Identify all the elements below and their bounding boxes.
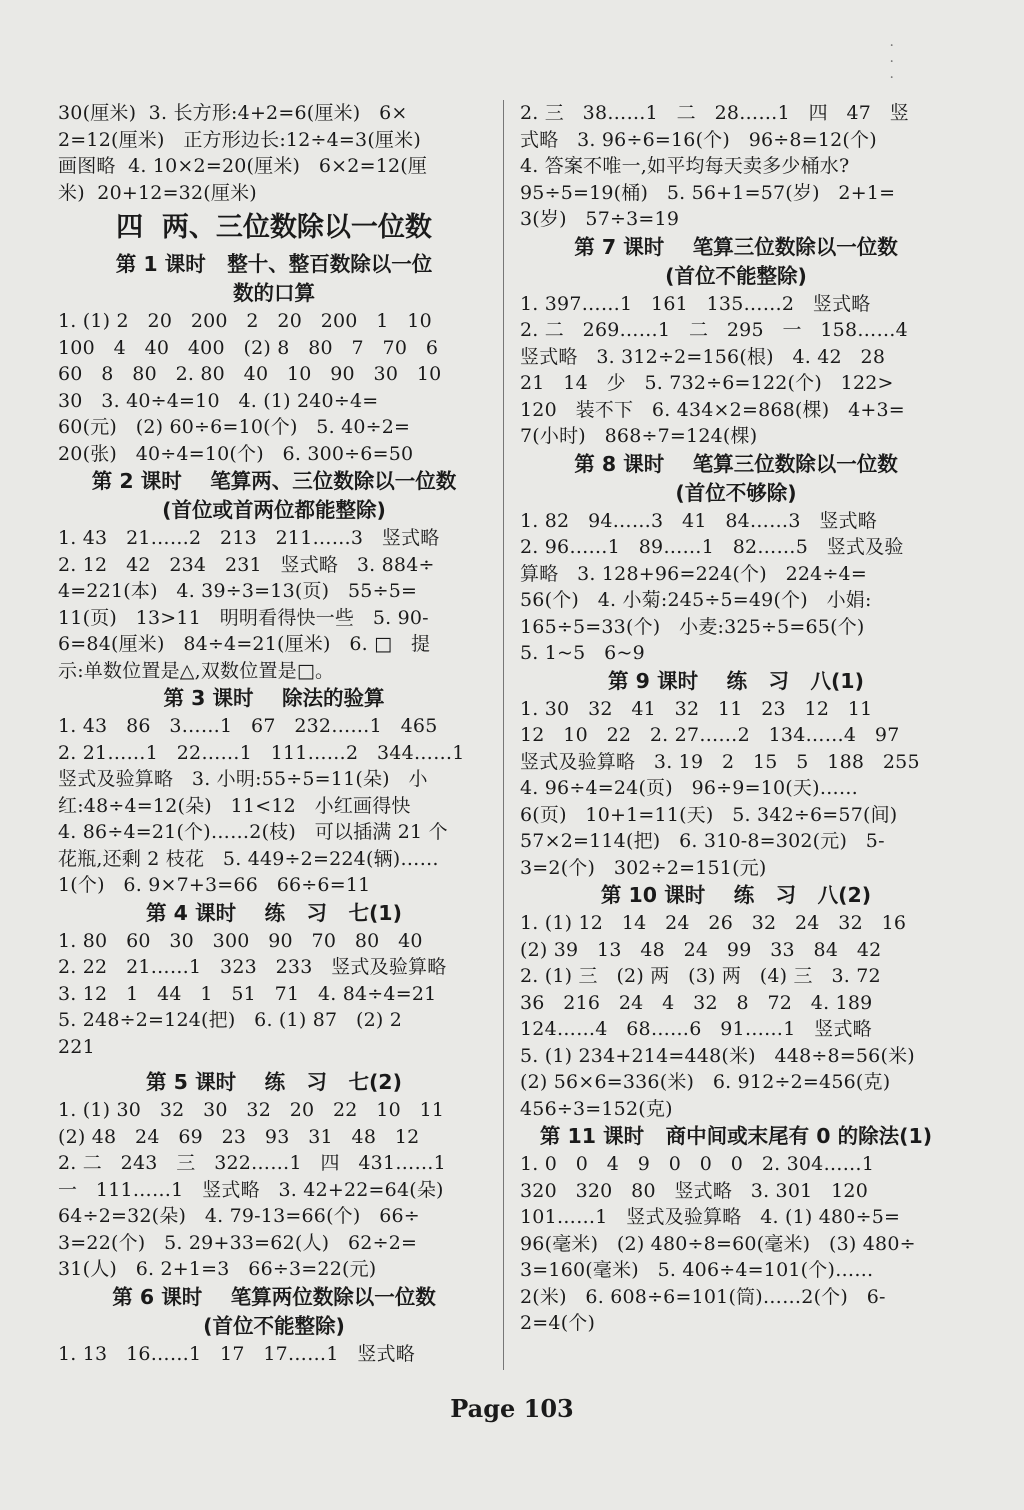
answer-line: 1. 13 16……1 17 17……1 竖式略 xyxy=(58,1342,415,1365)
answer-line: 3=22(个) 5. 29+33=62(人) 62÷2= xyxy=(58,1231,418,1254)
answer-line: (2) 56×6=336(米) 6. 912÷2=456(克) xyxy=(520,1071,891,1093)
answer-line: 56(个) 4. 小菊:245÷5=49(个) 小娟: xyxy=(520,589,872,611)
answer-line: 320 320 80 竖式略 3. 301 120 xyxy=(520,1179,868,1202)
answer-line: 6(页) 10+1=11(天) 5. 342÷6=57(间) xyxy=(520,803,898,826)
answer-line: 4. 86÷4=21(个)……2(枝) 可以插满 21 个 xyxy=(58,821,448,843)
answer-line: 花瓶,还剩 2 枝花 5. 449÷2=224(辆)…… xyxy=(58,847,439,870)
answer-line: 4=221(本) 4. 39÷3=13(页) 55÷5= xyxy=(58,580,418,602)
answer-line: 2. 12 42 234 231 竖式略 3. 884÷ xyxy=(58,553,435,576)
answer-line: 5. 1~5 6~9 xyxy=(520,642,645,664)
answer-line: 4. 答案不唯一,如平均每天卖多少桶水? xyxy=(520,155,850,177)
lesson-heading: 第 9 课时 练 习 八(1) xyxy=(608,668,864,693)
lesson-2 xyxy=(58,467,490,684)
lesson-heading: (首位不能整除) xyxy=(665,263,807,288)
chapter-title: 四 两、三位数除以一位数 xyxy=(116,212,432,243)
answer-line: 2. 22 21……1 323 233 竖式及验算略 xyxy=(58,956,447,978)
answer-line: 96(毫米) (2) 480÷8=60(毫米) (3) 480÷ xyxy=(520,1232,916,1255)
left-column xyxy=(58,100,490,1367)
answer-line: 1. 80 60 30 300 90 70 80 40 xyxy=(58,929,423,952)
lesson-heading: 第 11 课时 商中间或末尾有 0 的除法(1) xyxy=(539,1124,933,1148)
answer-line: 3(岁) 57÷3=19 xyxy=(520,208,680,230)
answer-line: 124……4 68……6 91……1 竖式略 xyxy=(520,1018,872,1040)
answer-line: 100 4 40 400 (2) 8 80 7 70 6 xyxy=(58,336,439,359)
answer-line: 31(人) 6. 2+1=3 66÷3=22(元) xyxy=(58,1258,377,1280)
answer-line: 5. 248÷2=124(把) 6. (1) 87 (2) 2 xyxy=(58,1009,403,1031)
answer-line: 6=84(厘米) 84÷4=21(厘米) 6. □ 提 xyxy=(58,633,431,655)
answer-line: 算略 3. 128+96=224(个) 224÷4= xyxy=(520,562,867,585)
answer-line: 画图略 4. 10×2=20(厘米) 6×2=12(厘 xyxy=(58,155,428,177)
answer-line: 7(小时) 868÷7=124(棵) xyxy=(520,425,758,447)
answer-line: 1. 82 94……3 41 84……3 竖式略 xyxy=(520,509,877,532)
answer-line: 红:48÷4=12(朵) 11<12 小红画得快 xyxy=(58,794,411,817)
column-divider xyxy=(503,100,504,1370)
answer-line: 3=2(个) 302÷2=151(元) xyxy=(520,856,767,879)
answer-line: 竖式略 3. 312÷2=156(根) 4. 42 28 xyxy=(520,345,886,368)
lesson-9 xyxy=(520,667,952,882)
lesson-3 xyxy=(58,684,490,899)
answer-line: (2) 39 13 48 24 99 33 84 42 xyxy=(520,938,882,961)
answer-line: 2. 三 38……1 二 28……1 四 47 竖 xyxy=(520,102,909,124)
answer-line: 1. 0 0 4 9 0 0 0 2. 304……1 xyxy=(520,1153,875,1175)
answer-line: 1. 30 32 41 32 11 23 12 11 xyxy=(520,697,873,720)
answer-line: 竖式及验算略 3. 19 2 15 5 188 255 xyxy=(520,750,920,773)
answer-line: 12 10 22 2. 27……2 134……4 97 xyxy=(520,724,900,746)
continued-answers-right xyxy=(520,100,952,233)
lesson-heading: 第 10 课时 练 习 八(2) xyxy=(600,883,872,907)
answer-line: 2=4(个) xyxy=(520,1312,596,1334)
answer-line: 57×2=114(把) 6. 310-8=302(元) 5- xyxy=(520,830,885,852)
answer-line: 米) 20+12=32(厘米) xyxy=(58,181,257,204)
lesson-heading: 第 7 课时 笔算三位数除以一位数 xyxy=(574,234,898,259)
answer-line: 3. 12 1 44 1 51 71 4. 84÷4=21 xyxy=(58,982,437,1005)
answer-line: 5. (1) 234+214=448(米) 448÷8=56(米) xyxy=(520,1044,915,1067)
answer-line: 101……1 竖式及验算略 4. (1) 480÷5= xyxy=(520,1206,901,1228)
answer-line: 1. 43 21……2 213 211……3 竖式略 xyxy=(58,527,440,549)
answer-line: 1. (1) 2 20 200 2 20 200 1 10 xyxy=(58,310,432,332)
answer-line: 30(厘米) 3. 长方形:4+2=6(厘米) 6× xyxy=(58,102,408,124)
lesson-heading: 第 5 课时 练 习 七(2) xyxy=(146,1070,402,1094)
lesson-7 xyxy=(520,233,952,450)
answer-line: 36 216 24 4 32 8 72 4. 189 xyxy=(520,991,873,1014)
lesson-8 xyxy=(520,450,952,667)
answer-line: 4. 96÷4=24(页) 96÷9=10(天)…… xyxy=(520,777,859,799)
answer-line: 3=160(毫米) 5. 406÷4=101(个)…… xyxy=(520,1259,874,1281)
page-number: Page 103 xyxy=(450,1394,574,1423)
answer-line: 2. 21……1 22……1 111……2 344……1 xyxy=(58,741,465,764)
answer-line: 120 装不下 6. 434×2=868(棵) 4+3= xyxy=(520,398,905,421)
answer-line: 1(个) 6. 9×7+3=66 66÷6=11 xyxy=(58,874,371,896)
answer-line: 21 14 少 5. 732÷6=122(个) 122> xyxy=(520,372,894,394)
lesson-heading: (首位不够除) xyxy=(675,480,797,505)
answer-line: 2=12(厘米) 正方形边长:12÷4=3(厘米) xyxy=(58,128,421,151)
lesson-heading: 第 2 课时 笔算两、三位数除以一位数 xyxy=(91,469,457,493)
answer-line: 165÷5=33(个) 小麦:325÷5=65(个) xyxy=(520,615,865,638)
lesson-heading: 数的口算 xyxy=(233,281,315,305)
answer-line: 示:单数位置是△,双数位置是□。 xyxy=(58,659,335,682)
lesson-heading: (首位不能整除) xyxy=(203,1313,345,1338)
lesson-heading: 第 1 课时 整十、整百数除以一位 xyxy=(115,252,433,276)
answer-line: 一 111……1 竖式略 3. 42+22=64(朵) xyxy=(58,1178,444,1201)
lesson-heading: 第 6 课时 笔算两位数除以一位数 xyxy=(112,1284,436,1309)
answer-line: 2. 二 243 三 322……1 四 431……1 xyxy=(58,1152,446,1174)
answer-line: 221 xyxy=(58,1035,95,1058)
answer-line: 2(米) 6. 608÷6=101(筒)……2(个) 6- xyxy=(520,1285,886,1308)
answer-line: 1. 43 86 3……1 67 232……1 465 xyxy=(58,715,438,737)
lesson-11 xyxy=(520,1122,952,1337)
answer-line: 1. (1) 30 32 30 32 20 22 10 11 xyxy=(58,1099,445,1121)
corner-marks: · · · xyxy=(889,38,894,86)
answer-line: 式略 3. 96÷6=16(个) 96÷8=12(个) xyxy=(520,128,877,151)
lesson-heading: 第 4 课时 练 习 七(1) xyxy=(146,900,402,925)
answer-line: 2. 96……1 89……1 82……5 竖式及验 xyxy=(520,536,904,558)
lesson-1 xyxy=(58,250,490,467)
answer-line: 95÷5=19(桶) 5. 56+1=57(岁) 2+1= xyxy=(520,181,896,204)
answer-line: 456÷3=152(克) xyxy=(520,1097,673,1120)
answer-line: 竖式及验算略 3. 小明:55÷5=11(朵) 小 xyxy=(58,768,428,790)
answer-line: 60 8 80 2. 80 40 10 90 30 10 xyxy=(58,363,442,385)
answer-line: 1. (1) 12 14 24 26 32 24 32 16 xyxy=(520,912,907,934)
answer-line: (2) 48 24 69 23 93 31 48 12 xyxy=(58,1125,420,1148)
answer-line: 20(张) 40÷4=10(个) 6. 300÷6=50 xyxy=(58,442,414,465)
lesson-6 xyxy=(58,1283,490,1368)
answer-line: 30 3. 40÷4=10 4. (1) 240÷4= xyxy=(58,389,379,412)
lesson-4 xyxy=(58,899,490,1061)
lesson-heading: (首位或首两位都能整除) xyxy=(162,498,386,522)
answer-line: 60(元) (2) 60÷6=10(个) 5. 40÷2= xyxy=(58,416,411,438)
answer-line: 2. 二 269……1 二 295 一 158……4 xyxy=(520,319,908,341)
answer-line: 11(页) 13>11 明明看得快一些 5. 90- xyxy=(58,606,429,629)
lesson-10 xyxy=(520,881,952,1122)
answer-line: 1. 397……1 161 135……2 竖式略 xyxy=(520,292,871,315)
continued-answers xyxy=(58,100,490,206)
right-column xyxy=(520,100,952,1337)
answer-line: 2. (1) 三 (2) 两 (3) 两 (4) 三 3. 72 xyxy=(520,965,881,987)
answer-line: 64÷2=32(朵) 4. 79-13=66(个) 66÷ xyxy=(58,1205,420,1227)
lesson-heading: 第 8 课时 笔算三位数除以一位数 xyxy=(574,451,898,476)
lesson-heading: 第 3 课时 除法的验算 xyxy=(163,686,385,710)
lesson-5 xyxy=(58,1068,490,1283)
